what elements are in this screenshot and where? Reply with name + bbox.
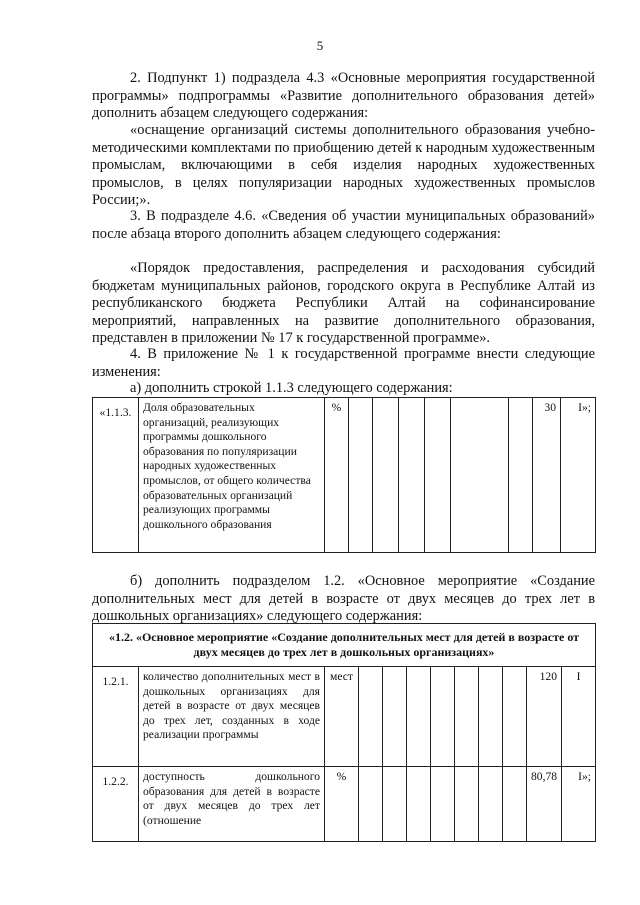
- indicator-name: количество дополнительных мест в дошкольных организациях для детей в возрасте от двух месяцев до трех лет, созданных в ходе реализации программы: [139, 667, 325, 767]
- empty-cell: [479, 667, 503, 767]
- table-row: [93, 398, 596, 553]
- table-row: [93, 767, 596, 842]
- last-cell: I»;: [562, 767, 596, 842]
- empty-cell: [349, 398, 373, 553]
- empty-cell: [455, 767, 479, 842]
- table-row-1-1-3: [92, 397, 596, 553]
- empty-cell: [399, 398, 425, 553]
- empty-cell: [425, 398, 451, 553]
- unit-cell: мест: [325, 667, 359, 767]
- table-row: [93, 667, 596, 767]
- empty-cell: [479, 767, 503, 842]
- indicator-name: Доля образовательных организаций, реализующих программы дошкольного образования по популяризации народных художественных промыслов, от общего количества образовательных организаций реализующих программы дошкольного образования: [139, 398, 325, 553]
- paragraph-4a: а) дополнить строкой 1.1.3 следующего содержания:: [130, 380, 453, 396]
- empty-cell: [373, 398, 399, 553]
- paragraph-4b: б) дополнить подразделом 1.2. «Основное мероприятие «Создание дополнительных мест для детей в возрасте от двух месяцев до трех лет в дошкольных организациях» следующего содержания:: [92, 573, 595, 624]
- indicator-name: доступность дошкольного образования для детей в возрасте от двух месяцев до трех лет (отношение: [139, 767, 325, 842]
- empty-cell: [407, 767, 431, 842]
- unit-cell: %: [325, 398, 349, 553]
- page-number: 5: [316, 38, 324, 53]
- empty-cell: [451, 398, 509, 553]
- paragraph-3-quote: «Порядок предоставления, распределения и расходования субсидий бюджетам муниципальных районов, городского округа в Республике Алтай из республиканского бюджета Республики Алтай на софинансирование мероприятий, направленных на развитие дополнительного образования, представлен в приложении № 17 к государственной программе».: [92, 260, 595, 346]
- empty-cell: [359, 767, 383, 842]
- value-cell: 30: [533, 398, 561, 553]
- empty-cell: [359, 667, 383, 767]
- last-cell: I: [562, 667, 596, 767]
- table-subsection-1-2: [92, 623, 596, 842]
- paragraph-4: 4. В приложение № 1 к государственной программе внести следующие изменения:: [92, 346, 595, 380]
- empty-cell: [383, 767, 407, 842]
- empty-cell: [503, 667, 527, 767]
- empty-cell: [407, 667, 431, 767]
- empty-cell: [383, 667, 407, 767]
- row-number: «1.1.3.: [93, 398, 139, 553]
- last-cell: I»;: [561, 398, 596, 553]
- empty-cell: [431, 767, 455, 842]
- paragraph-3: 3. В подразделе 4.6. «Сведения об участии муниципальных образований» после абзаца второго дополнить абзацем следующего содержания:: [92, 208, 595, 242]
- empty-cell: [455, 667, 479, 767]
- row-number: 1.2.1.: [93, 667, 139, 767]
- paragraph-2-quote: «оснащение организаций системы дополнительного образования учебно-методическими комплектами по приобщению детей к народным художественным промыслам, включающими в себя изделия народных художественных промыслов, в целях популяризации народных художественных промыслов России;».: [92, 122, 595, 208]
- paragraph-2: 2. Подпункт 1) подраздела 4.3 «Основные мероприятия государственной программы» подпрограммы «Развитие дополнительного образования детей» дополнить абзацем следующего содержания:: [92, 70, 595, 121]
- subsection-heading: «1.2. «Основное мероприятие «Создание дополнительных мест для детей в возрасте от двух месяцев до трех лет в дошкольных организациях»: [93, 624, 596, 667]
- value-cell: 80,78: [527, 767, 562, 842]
- empty-cell: [431, 667, 455, 767]
- row-number: 1.2.2.: [93, 767, 139, 842]
- empty-cell: [509, 398, 533, 553]
- unit-cell: %: [325, 767, 359, 842]
- table-heading-row: [93, 624, 596, 667]
- empty-cell: [503, 767, 527, 842]
- value-cell: 120: [527, 667, 562, 767]
